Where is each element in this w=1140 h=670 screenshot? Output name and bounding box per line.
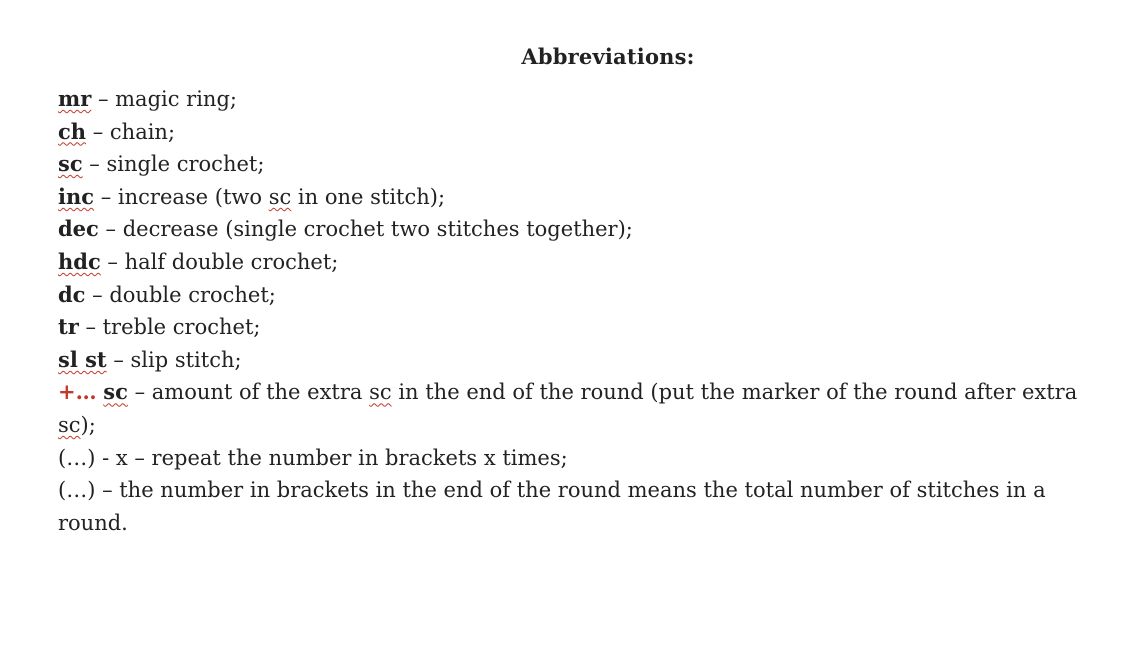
abbreviation-definition-end: in one stitch); xyxy=(291,184,446,209)
abbreviation-definition: – chain; xyxy=(86,119,176,144)
abbreviation-term: dc xyxy=(58,281,86,307)
abbreviation-definition: – amount of the extra xyxy=(127,380,370,405)
list-item-sl-st xyxy=(58,344,1118,377)
list-item-dc xyxy=(58,279,1118,312)
list-item-repeat xyxy=(58,442,1118,475)
abbreviation-definition: – slip stitch; xyxy=(106,347,242,372)
inline-abbreviation: sc xyxy=(268,184,292,209)
abbreviation-definition: – single crochet; xyxy=(82,152,265,177)
abbreviation-term: ch xyxy=(58,118,87,144)
abbreviation-term: (…) xyxy=(58,478,96,503)
page-title: Abbreviations: xyxy=(521,44,695,69)
abbreviation-term: sl st xyxy=(58,346,107,372)
abbreviation-definition: – the number in brackets in the end of the round means the total number of stitches in a round. xyxy=(58,478,1046,535)
abbreviation-definition: – half double crochet; xyxy=(100,249,339,274)
abbreviation-term: sc xyxy=(103,379,128,405)
abbreviations-document xyxy=(58,44,1118,539)
abbreviation-definition: – double crochet; xyxy=(85,282,276,307)
abbreviation-definition-end: ); xyxy=(80,412,96,437)
abbreviation-term: hdc xyxy=(58,248,101,274)
abbreviation-list xyxy=(58,83,1118,539)
list-item-mr xyxy=(58,83,1118,116)
abbreviation-definition: – decrease (single crochet two stitches together); xyxy=(98,217,633,242)
abbreviation-term: mr xyxy=(58,86,92,111)
abbreviation-definition: – treble crochet; xyxy=(78,315,261,340)
list-item-tr xyxy=(58,311,1118,344)
inline-abbreviation: sc xyxy=(369,380,392,405)
abbreviation-term: inc xyxy=(58,183,95,209)
abbreviation-term: dec xyxy=(58,216,99,242)
abbreviation-definition: – increase (two xyxy=(94,184,269,209)
list-item-total xyxy=(58,474,1118,539)
abbreviation-definition-mid: in the end of the round (put the marker of the round after extra xyxy=(391,380,1078,405)
list-item-dec xyxy=(58,213,1118,246)
list-item-inc xyxy=(58,181,1118,214)
abbreviation-definition: – magic ring; xyxy=(91,87,237,111)
list-item-sc xyxy=(58,148,1118,181)
inline-abbreviation: sc xyxy=(58,412,81,437)
list-item-extra-sc xyxy=(58,376,1118,441)
abbreviation-term: (…) xyxy=(58,445,96,470)
abbreviation-term: sc xyxy=(58,151,83,177)
extra-prefix: +… xyxy=(58,379,97,405)
list-item-ch xyxy=(58,116,1118,149)
list-item-hdc xyxy=(58,246,1118,279)
abbreviation-term: tr xyxy=(58,314,79,340)
abbreviation-definition: - x – repeat the number in brackets x times; xyxy=(95,445,568,470)
